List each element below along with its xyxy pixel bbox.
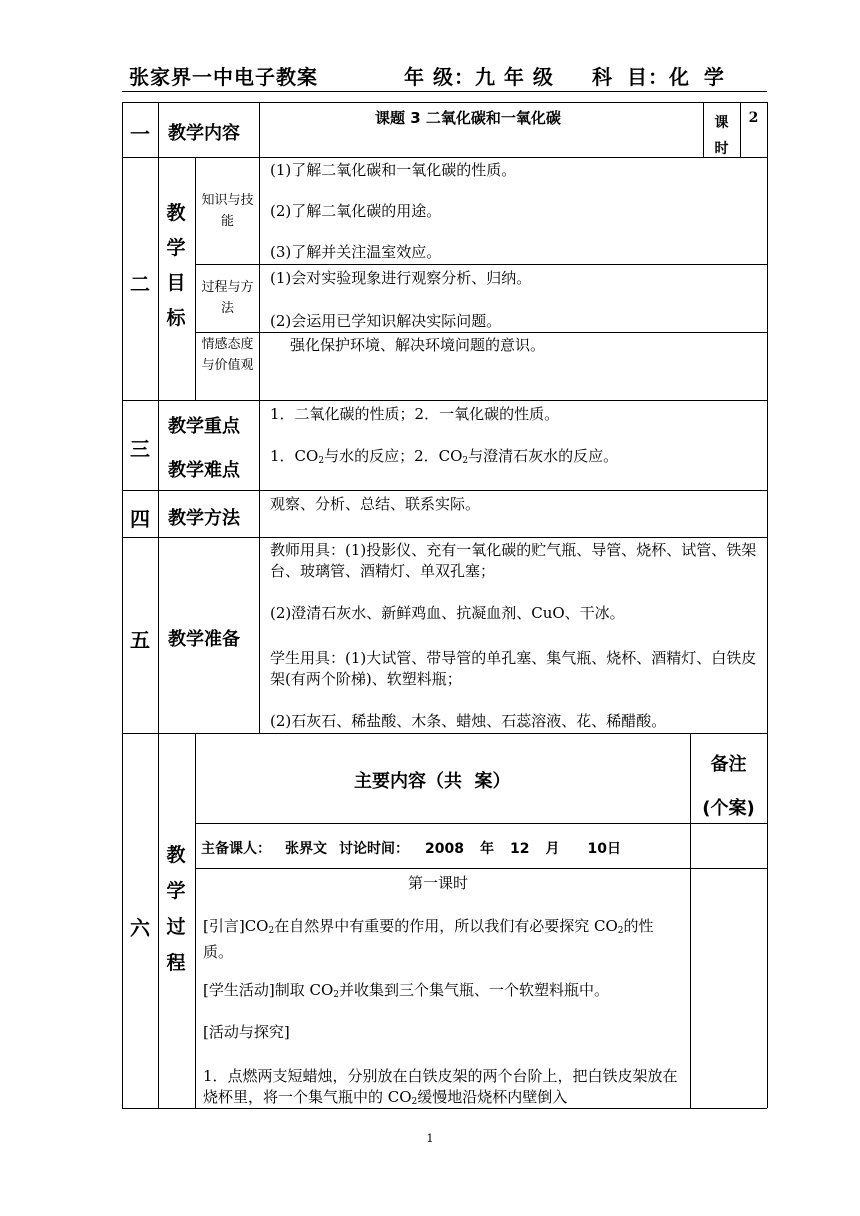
difficult-points-text: 1．$CO_2$与水的反应；2．$CO_2$与澄清石灰水的反应。 — [270, 447, 619, 466]
process-item-1: (1)会对实验现象进行观察分析、归纳。 — [270, 269, 532, 287]
teaching-method-text: 观察、分析、总结、联系实际。 — [270, 495, 481, 513]
row-number-2: 二 — [130, 272, 150, 296]
period-value: 2 — [748, 110, 759, 126]
row-number-5: 五 — [130, 628, 150, 652]
discuss-day: 10 — [587, 841, 607, 857]
process-method-label: 过程与方法 — [201, 280, 254, 316]
school-name: 张家界一中电子教案 — [129, 65, 318, 89]
grade-label: 年 级：九 年 级 — [404, 65, 554, 89]
header-rule — [122, 91, 767, 92]
intro-paragraph: [引言]$CO_2$在自然界中有重要的作用，所以我们有必要探究 $CO_2$的性质。 — [203, 917, 654, 961]
remarks-header: 备注 (个案) — [702, 754, 755, 819]
period-label: 课 时 — [714, 115, 729, 157]
knowledge-item-3: (3)了解并关注温室效应。 — [270, 243, 442, 261]
activity-explore: [活动与探究] — [203, 1023, 290, 1041]
main-content-title: 主要内容（共 案） — [354, 771, 511, 792]
student-activity: [学生活动]制取 $CO_2$并收集到三个集气瓶、一个软塑料瓶中。 — [203, 981, 609, 1000]
first-period-heading: 第一课时 — [408, 874, 469, 892]
teaching-goals-label: 教 学 目 标 — [166, 202, 186, 329]
step-1: 1．点燃两支短蜡烛，分别放在白铁皮架的两个台阶上，把白铁皮架放在烧杯里，将一个集气瓶中的 $CO_2$缓慢地沿烧杯内壁倒入 — [203, 1067, 678, 1107]
student-tools-1: 学生用具：(1)大试管、带导管的单孔塞、集气瓶、烧杯、酒精灯、白铁皮架(有两个阶梯)、软塑料瓶； — [270, 649, 757, 688]
emotion-text: 强化保护环境、解决环境问题的意识。 — [290, 336, 546, 354]
row-number-6: 六 — [130, 916, 150, 940]
discuss-month: 12 — [509, 841, 530, 857]
discuss-year: 2008 — [425, 841, 464, 857]
page-number: 1 — [426, 1132, 434, 1145]
teaching-method-label: 教学方法 — [168, 508, 240, 529]
key-points-label: 教学重点 — [168, 416, 240, 437]
key-points-text: 1．二氧化碳的性质；2．一氧化碳的性质。 — [270, 405, 560, 423]
difficult-points-label: 教学难点 — [168, 460, 240, 481]
teaching-content-label: 教学内容 — [168, 123, 240, 144]
lesson-title: 课题 3 二氧化碳和一氧化碳 — [375, 109, 561, 127]
student-tools-2: (2)石灰石、稀盐酸、木条、蜡烛、石蕊溶液、花、稀醋酸。 — [270, 712, 667, 730]
teacher-tools-1: 教师用具：(1)投影仪、充有一氧化碳的贮气瓶、导管、烧杯、试管、铁架台、玻璃管、酒精灯、单双孔塞； — [270, 541, 757, 580]
teaching-process-label: 教 学 过 程 — [166, 844, 186, 974]
teacher-tools-2: (2)澄清石灰水、新鲜鸡血、抗凝血剂、CuO、干冰。 — [270, 604, 625, 622]
knowledge-item-2: (2)了解二氧化碳的用途。 — [270, 202, 442, 220]
process-item-2: (2)会运用已学知识解决实际问题。 — [270, 312, 502, 330]
row-number-1: 一 — [130, 122, 150, 146]
teaching-prep-label: 教学准备 — [168, 629, 240, 650]
preparer-name: 张界文 — [285, 841, 327, 857]
subject-label: 科 目：化 学 — [592, 65, 725, 89]
knowledge-skills-label: 知识与技能 — [201, 193, 254, 229]
row-number-4: 四 — [130, 507, 150, 531]
knowledge-item-1: (1)了解二氧化碳和一氧化碳的性质。 — [270, 161, 517, 179]
emotion-values-label: 情感态度与价值观 — [201, 337, 254, 373]
preparer-line: 主备课人： 张界文 讨论时间： 2008 年 12 月 10日 — [201, 841, 621, 857]
row-number-3: 三 — [130, 437, 150, 461]
